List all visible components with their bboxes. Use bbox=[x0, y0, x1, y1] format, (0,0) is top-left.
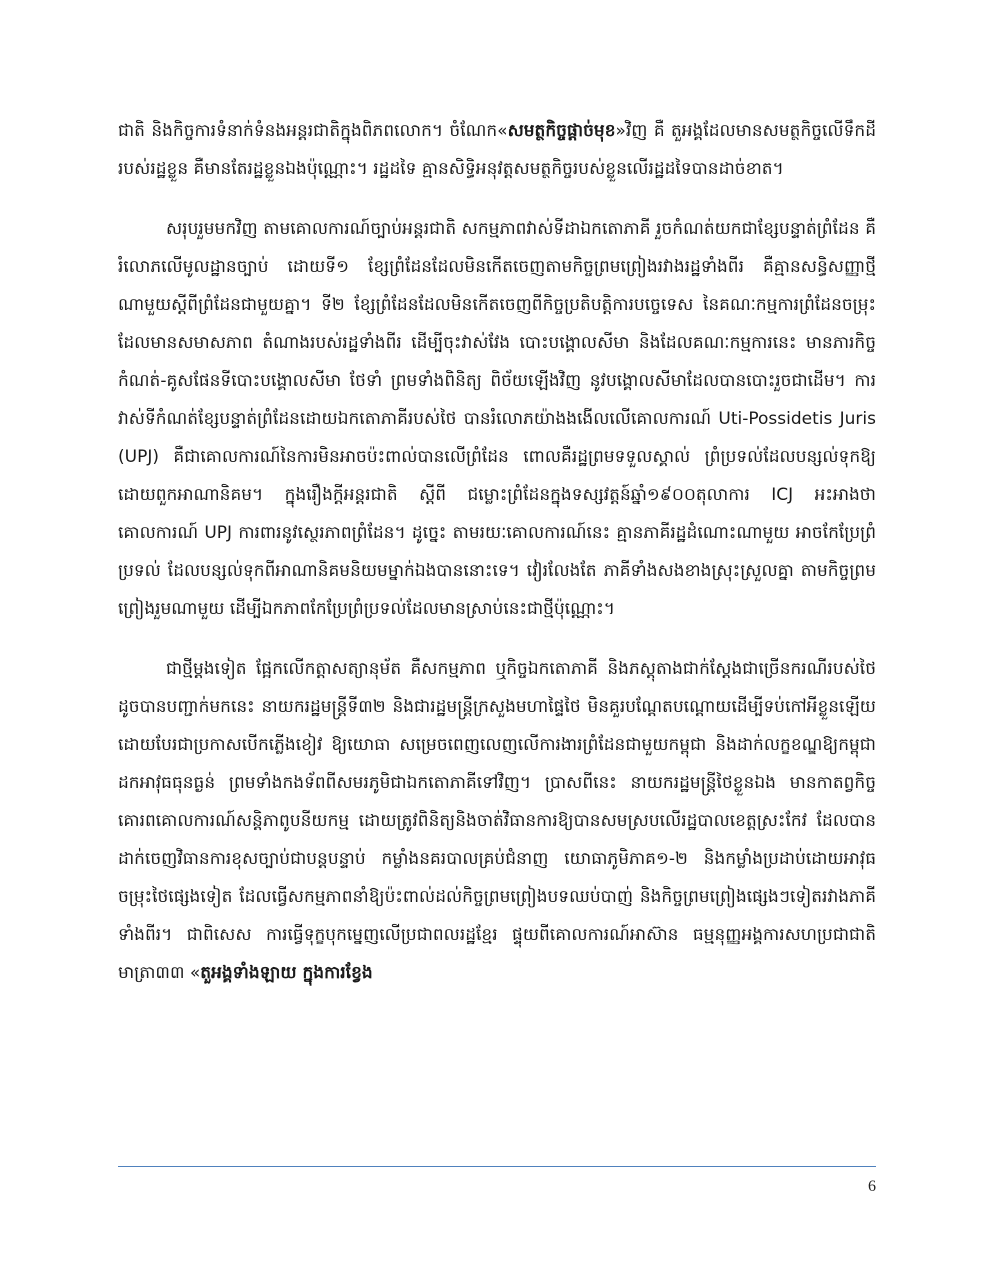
footer-divider bbox=[118, 1166, 876, 1167]
paragraph-3-text: ជាថ្មីម្តងទៀត ផ្អែកលើកត្តាសត្យានុម័ត គឺសកម្មភាព ឬកិច្ចឯកតោភាគី និងភស្តុតាងជាក់ស្តែងជាច្រើនករណីរបស់ថៃ ដូចបានបញ្ជាក់មកនេះ នាយករដ្ឋមន្ត្រីទី៣២ និងជារដ្ឋមន្ត្រីក្រសួងមហាផ្ទៃថៃ មិនគួរបណ្តែតបណ្តោយដើម្បីទប់កៅអីខ្លួនឡើយ ដោយបែរជាប្រកាសបើកភ្លើងខៀវ ឱ្យយោធា សម្រេចពេញលេញលើការងារព្រំដែនជាមួយកម្ពុជា និងដាក់លក្ខខណ្ឌឱ្យកម្ពុជាដកអាវុធធុនធ្ងន់ ព្រមទាំងកងទ័ពពីសមរភូមិជាឯកតោភាគីទៅវិញ។ ប្រាសពីនេះ នាយករដ្ឋមន្ត្រីថៃខ្លួនឯង មានកាតព្វកិច្ចគោរពគោលការណ៍សន្តិភាពូបនីយកម្ម ដោយត្រូវពិនិត្យនិងចាត់វិធានការឱ្យបានសមស្របលើរដ្ឋបាលខេត្តស្រះកែវ ដែលបានដាក់ចេញវិធានការខុសច្បាប់ជាបន្តបន្ទាប់ កម្លាំងនគរបាលគ្រប់ជំនាញ យោធាភូមិភាគ១-២ និងកម្លាំងប្រដាប់ដោយអាវុធចម្រុះថៃផ្សេងទៀត ដែលធ្វើសកម្មភាពនាំឱ្យប៉ះពាល់ដល់កិច្ចព្រមព្រៀងបទឈប់បាញ់ និងកិច្ចព្រមព្រៀងផ្សេងៗទៀតរវាងភាគីទាំងពីរ។ ជាពិសេស ការធ្វើទុក្ខបុកម្នេញលើប្រជាពលរដ្ឋខ្មែរ ផ្ទុយពីគោលការណ៍អាស៊ាន ធម្មនុញ្ញអង្គការសហប្រជាជាតិមាត្រា៣៣ « bbox=[118, 659, 876, 983]
body-text bbox=[118, 112, 876, 992]
paragraph-1-text-end: »វិញ គឺ តួអង្គដែលមានសមត្ថកិច្ចលើទឹកដីរបស់រដ្ឋខ្លួន គឺមានតែរដ្ឋខ្លួនឯងប៉ុណ្ណោះ។ រដ្ឋដទៃ គ្មានសិទ្ធិអនុវត្តសមត្ថកិច្ចរបស់ខ្លួនលើរដ្ឋដទៃបានដាច់ខាត។ bbox=[118, 121, 876, 179]
paragraph-3 bbox=[118, 650, 876, 992]
paragraph-3-bold-quote: តួអង្គទាំងឡាយ ក្នុងការខ្វែង bbox=[200, 963, 373, 983]
paragraph-2: សរុបរួមមកវិញ តាមគោលការណ៍ច្បាប់អន្តរជាតិ សកម្មភាពវាស់ទីដាឯកតោភាគី រួចកំណត់យកជាខ្សែបន្ទាត់ព្រំដែន គឺរំលោភលើមូលដ្ឋានច្បាប់ ដោយទី១ ខ្សែព្រំដែនដែលមិនកើតចេញតាមកិច្ចព្រមព្រៀងរវាងរដ្ឋទាំងពីរ គឺគ្មានសន្ធិសញ្ញាថ្មីណាមួយស្តីពីព្រំដែនជាមួយគ្នា។ ទី២ ខ្សែព្រំដែនដែលមិនកើតចេញពីកិច្ចប្រតិបត្តិការបច្ចេទេស នៃគណៈកម្មការព្រំដែនចម្រុះ ដែលមានសមាសភាព តំណាងរបស់រដ្ឋទាំងពីរ ដើម្បីចុះវាស់វែង បោះបង្គោលសីមា និងដែលគណៈកម្មការនេះ មានភារកិច្ច កំណត់-គូសផែនទីបោះបង្គោលសីមា ថែទាំ ព្រមទាំងពិនិត្យ ពិច័យឡើងវិញ នូវបង្គោលសីមាដែលបានបោះរួចជាដើម។ ការវាស់ទីកំណត់ខ្សែបន្ទាត់ព្រំដែនដោយឯកតោភាគីរបស់ថៃ បានរំលោភយ៉ាងងងើលលើគោលការណ៍ Uti-Possidetis Juris (UPJ) គឺជាគោលការណ៍នៃការមិនអាចប៉ះពាល់បានលើព្រំដែន ពោលគឺរដ្ឋព្រមទទួលស្គាល់ ព្រំប្រទល់ដែលបន្សល់ទុកឱ្យដោយពួកអាណានិគម។ ក្នុងរឿងក្តីអន្តរជាតិ ស្តីពី ជម្លោះព្រំដែនក្នុងទស្សវត្តន៍ឆ្នាំ១៩០០តុលាការ ICJ អះអាងថា គោលការណ៍ UPJ ការពារនូវស្ថេរភាពព្រំដែន។ ដូច្នេះ តាមរយៈគោលការណ៍នេះ គ្មានភាគីរដ្ឋដំណោះណាមួយ អាចកែប្រែព្រំប្រទល់ ដែលបន្សល់ទុកពីអាណានិគមនិយមម្នាក់ឯងបាននោះទេ។ វៀរលែងតែ ភាគីទាំងសងខាងស្រុះស្រួលគ្នា តាមកិច្ចព្រមព្រៀងរួមណាមួយ ដើម្បីឯកភាពកែប្រែព្រំប្រទល់ដែលមានស្រាប់នេះជាថ្មីប៉ុណ្ណោះ។ bbox=[118, 219, 876, 619]
paragraph-1-text-start: ជាតិ និងកិច្ចការទំនាក់ទំនងអន្តរជាតិក្នុងពិភពលោក។ ចំណែក« bbox=[118, 121, 508, 141]
paragraph-1 bbox=[118, 112, 876, 188]
page-number: 6 bbox=[868, 1178, 876, 1195]
paragraph-1-bold-term: សមត្ថកិច្ចផ្តាច់មុខ bbox=[507, 121, 616, 141]
